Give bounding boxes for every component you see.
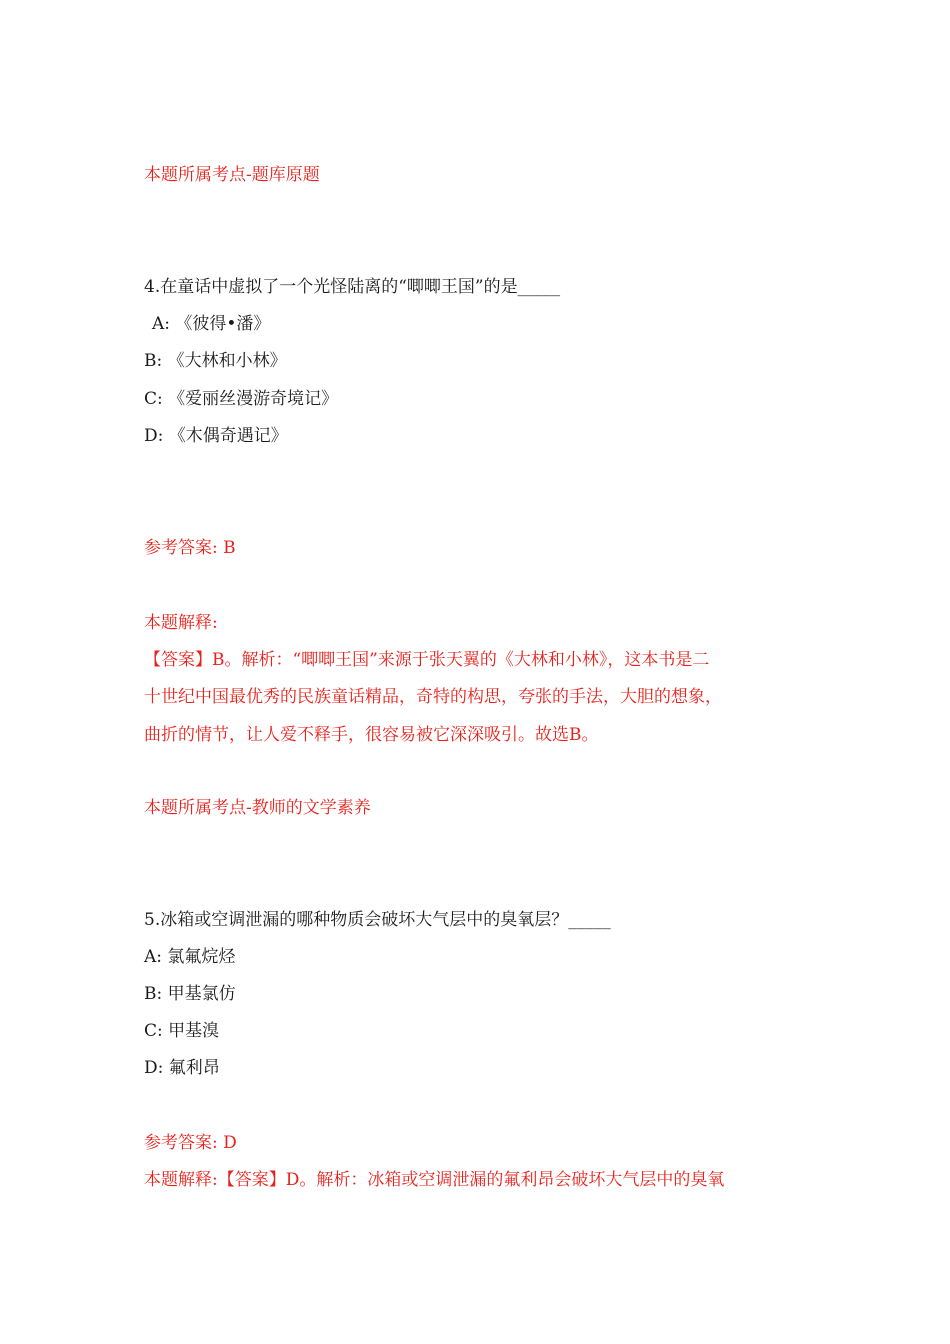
q4-question: 4.在童话中虚拟了一个光怪陆离的“唧唧王国”的是_____ bbox=[144, 277, 561, 297]
q5-question: 5.冰箱或空调泄漏的哪种物质会破坏大气层中的臭氧层？_____ bbox=[144, 910, 611, 930]
q4-explain-line-2: 十世纪中国最优秀的民族童话精品，奇特的构思，夸张的手法，大胆的想象， bbox=[144, 687, 722, 707]
q4-explain-line-3: 曲折的情节，让人爱不释手，很容易被它深深吸引。故选B。 bbox=[144, 725, 599, 745]
prev-topic-line: 本题所属考点-题库原题 bbox=[144, 165, 320, 185]
q5-option-c: C: 甲基溴 bbox=[144, 1021, 220, 1041]
q4-explain-label: 本题解释: bbox=[144, 613, 218, 633]
q4-answer: 参考答案: B bbox=[144, 538, 236, 558]
q4-option-c: C: 《爱丽丝漫游奇境记》 bbox=[144, 389, 339, 409]
q5-option-a: A: 氯氟烷烃 bbox=[144, 947, 236, 967]
q4-topic-line: 本题所属考点-教师的文学素养 bbox=[144, 798, 371, 818]
q4-option-b: B: 《大林和小林》 bbox=[144, 351, 287, 371]
q5-option-b: B: 甲基氯仿 bbox=[144, 984, 236, 1004]
q4-explain-line-1: 【答案】B。解析：“唧唧王国”来源于张天翼的《大林和小林》，这本书是二 bbox=[144, 650, 710, 670]
q4-option-a: A: 《彼得•潘》 bbox=[152, 314, 271, 334]
q5-option-d: D: 氟利昂 bbox=[144, 1058, 220, 1078]
q5-explain-line: 本题解释:【答案】D。解析：冰箱或空调泄漏的氟利昂会破坏大气层中的臭氧 bbox=[144, 1170, 725, 1190]
q4-option-d: D: 《木偶奇遇记》 bbox=[144, 426, 288, 446]
q5-answer: 参考答案: D bbox=[144, 1133, 237, 1153]
